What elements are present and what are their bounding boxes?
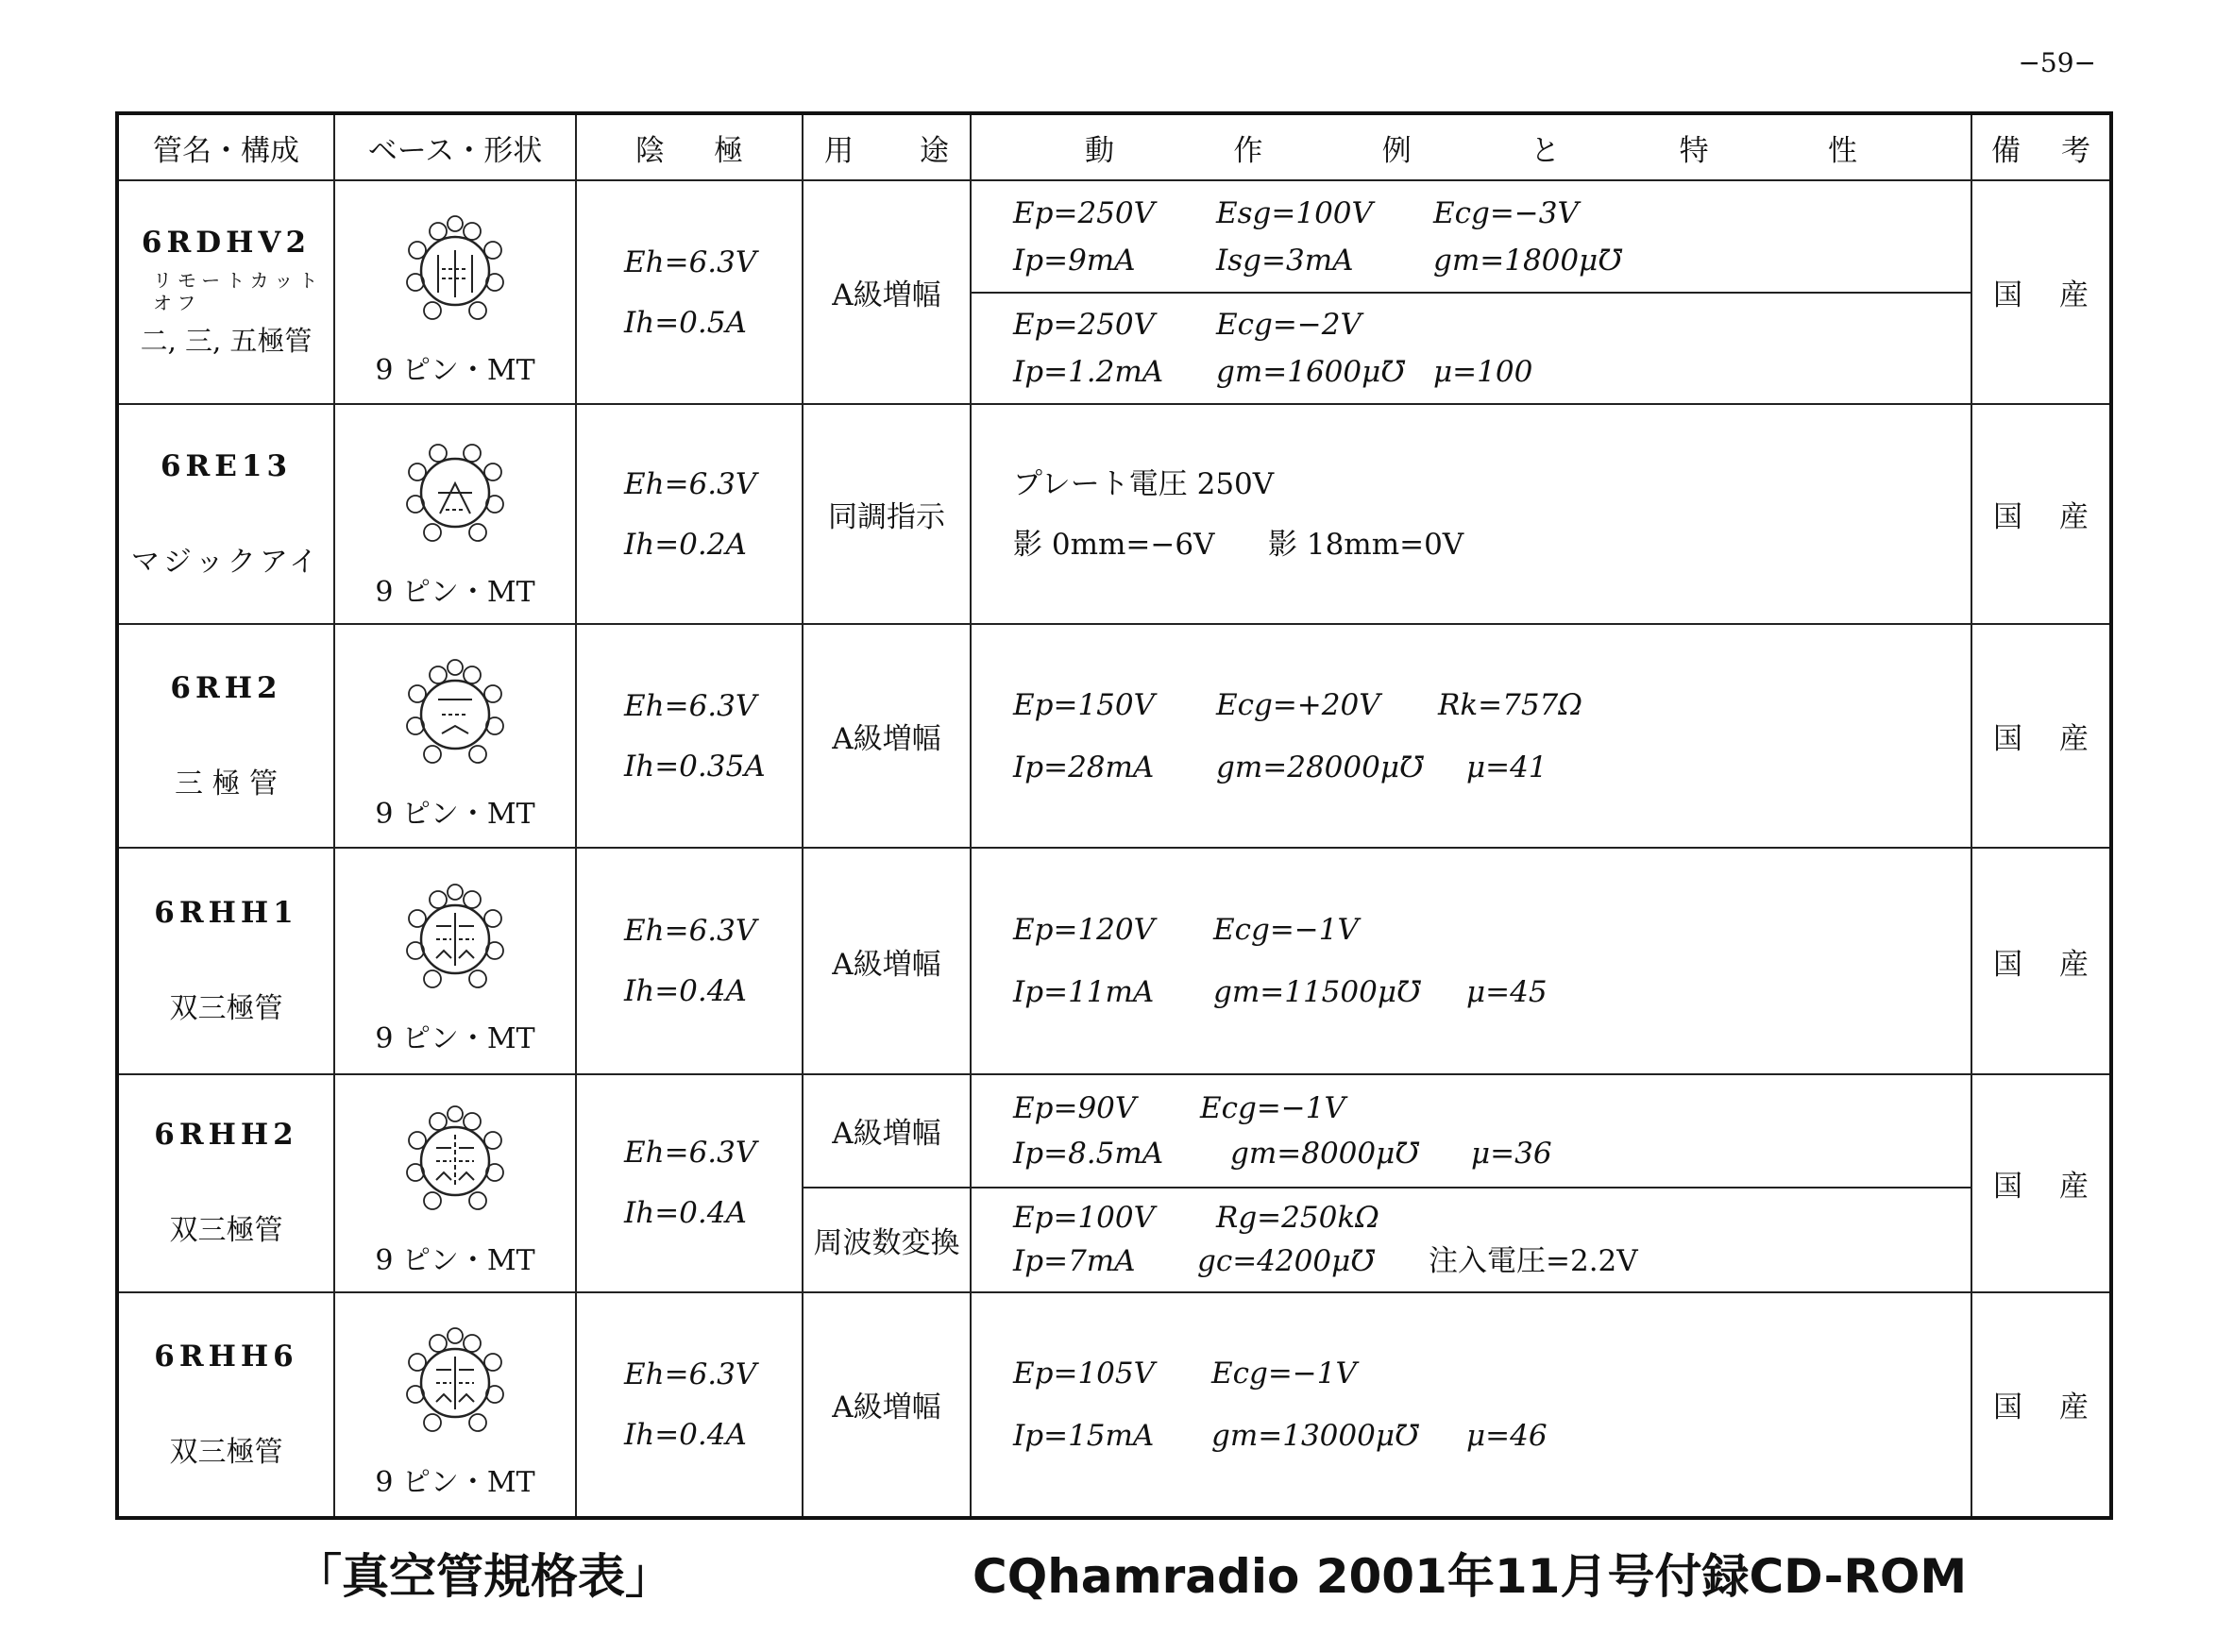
- tube-structure: 双三極管: [169, 992, 283, 1026]
- base-cell: [334, 848, 576, 1073]
- table-row: [117, 404, 2111, 624]
- header-use: 用 途: [803, 113, 971, 180]
- heater-current: Ih=0.4A: [624, 974, 747, 1009]
- operation-cell: [971, 180, 1971, 404]
- table-row: [117, 1074, 2111, 1188]
- note-cell: 国 産: [1971, 1292, 2111, 1518]
- operation-case-2: Ep=250V Ecg=−2V Ip=1.2mA gm=1600μ℧ μ=100: [1013, 307, 1533, 389]
- heater-current: Ih=0.5A: [624, 305, 747, 340]
- operation-case-1: Ep=250V Esg=100V Ecg=−3V Ip=9mA Isg=3mA gm=1800μ℧: [972, 182, 1971, 294]
- tube-spec-table: [115, 111, 2113, 1520]
- tube-name-cell: [117, 1074, 334, 1292]
- use-cell: 周波数変換: [803, 1188, 971, 1292]
- base-label: 9 ピン・MT: [375, 1465, 535, 1499]
- note-cell: 国 産: [1971, 404, 2111, 624]
- use-cell: A級増幅: [803, 848, 971, 1073]
- base-label: 9 ピン・MT: [375, 353, 535, 387]
- pin-diagram-icon: [380, 425, 531, 566]
- pin-diagram-icon: [380, 871, 531, 1013]
- use-cell: A級増幅: [803, 1074, 971, 1188]
- heater-voltage: Eh=6.3V: [624, 244, 757, 279]
- note-cell: 国 産: [1971, 180, 2111, 404]
- header-name: 管名・構成: [117, 113, 334, 180]
- cathode-cell: [576, 180, 803, 404]
- note-cell: 国 産: [1971, 1074, 2111, 1292]
- tube-name-cell: [117, 180, 334, 404]
- footer-title: 「真空管規格表」: [295, 1549, 672, 1604]
- pin-diagram-icon: [380, 647, 531, 788]
- heater-voltage: Eh=6.3V: [624, 1357, 757, 1391]
- use-cell: A級増幅: [803, 180, 971, 404]
- base-cell: [334, 624, 576, 848]
- use-cell: A級増幅: [803, 1292, 971, 1518]
- pin-diagram-icon: [380, 1093, 531, 1235]
- header-operation: 動 作 例 と 特 性: [971, 113, 1971, 180]
- base-cell: [334, 1292, 576, 1518]
- heater-current: Ih=0.4A: [624, 1196, 747, 1231]
- heater-voltage: Eh=6.3V: [624, 914, 757, 949]
- cathode-cell: [576, 404, 803, 624]
- base-cell: [334, 1074, 576, 1292]
- header-cathode: 陰 極: [576, 113, 803, 180]
- heater-current: Ih=0.35A: [624, 749, 766, 784]
- base-label: 9 ピン・MT: [375, 797, 535, 831]
- table-row: [117, 624, 2111, 848]
- note-cell: 国 産: [1971, 848, 2111, 1073]
- cathode-cell: [576, 848, 803, 1073]
- operation-cell: プレート電圧 250V 影 0mm=−6V 影 18mm=0V: [971, 404, 1971, 624]
- header-row: [117, 113, 2111, 180]
- tube-name-cell: [117, 404, 334, 624]
- tube-name: 6RHH6: [154, 1339, 298, 1374]
- tube-name: 6RH2: [170, 670, 282, 705]
- table-row: [117, 180, 2111, 404]
- tube-structure: 三 極 管: [174, 767, 279, 801]
- table-row: [117, 1292, 2111, 1518]
- pin-diagram-icon: [380, 203, 531, 345]
- page-number: −59−: [2018, 47, 2096, 78]
- operation-cell: Ep=100V Rg=250kΩ Ip=7mA gc=4200μ℧ 注入電圧=2.2V: [971, 1188, 1971, 1292]
- cathode-cell: [576, 1292, 803, 1518]
- operation-cell: Ep=105V Ecg=−1V Ip=15mA gm=13000μ℧ μ=46: [971, 1292, 1971, 1518]
- cathode-cell: [576, 624, 803, 848]
- operation-cell: Ep=120V Ecg=−1V Ip=11mA gm=11500μ℧ μ=45: [971, 848, 1971, 1073]
- tube-name: 6RHH1: [154, 896, 298, 931]
- tube-structure: 双三極管: [169, 1435, 283, 1469]
- tube-name-cell: [117, 624, 334, 848]
- heater-voltage: Eh=6.3V: [624, 466, 757, 501]
- operation-cell: Ep=150V Ecg=+20V Rk=757Ω Ip=28mA gm=28000μ℧ μ=41: [971, 624, 1971, 848]
- use-cell: A級増幅: [803, 624, 971, 848]
- table-row: [117, 848, 2111, 1073]
- base-cell: [334, 404, 576, 624]
- tube-structure: 双三極管: [169, 1214, 283, 1248]
- tube-subtype: リモートカット オフ: [153, 269, 324, 315]
- tube-name: 6RHH2: [154, 1118, 298, 1153]
- base-label: 9 ピン・MT: [375, 1244, 535, 1278]
- tube-name: 6RDHV2: [141, 226, 312, 261]
- heater-voltage: Eh=6.3V: [624, 688, 757, 723]
- cathode-cell: [576, 1074, 803, 1292]
- operation-cell: Ep=90V Ecg=−1V Ip=8.5mA gm=8000μ℧ μ=36: [971, 1074, 1971, 1188]
- base-cell: [334, 180, 576, 404]
- footer-source: CQhamradio 2001年11月号付録CD-ROM: [973, 1549, 1968, 1604]
- tube-structure: マジックアイ: [130, 545, 322, 579]
- tube-name: 6RE13: [160, 448, 293, 483]
- tube-name-cell: [117, 848, 334, 1073]
- note-cell: 国 産: [1971, 624, 2111, 848]
- header-notes: 備 考: [1971, 113, 2111, 180]
- base-label: 9 ピン・MT: [375, 575, 535, 609]
- heater-current: Ih=0.2A: [624, 527, 747, 562]
- base-label: 9 ピン・MT: [375, 1022, 535, 1056]
- heater-voltage: Eh=6.3V: [624, 1136, 757, 1171]
- pin-diagram-icon: [380, 1315, 531, 1457]
- tube-name-cell: [117, 1292, 334, 1518]
- use-cell: 同調指示: [803, 404, 971, 624]
- tube-structure: 二, 三, 五極管: [140, 325, 313, 358]
- header-base: ベース・形状: [334, 113, 576, 180]
- heater-current: Ih=0.4A: [624, 1417, 747, 1452]
